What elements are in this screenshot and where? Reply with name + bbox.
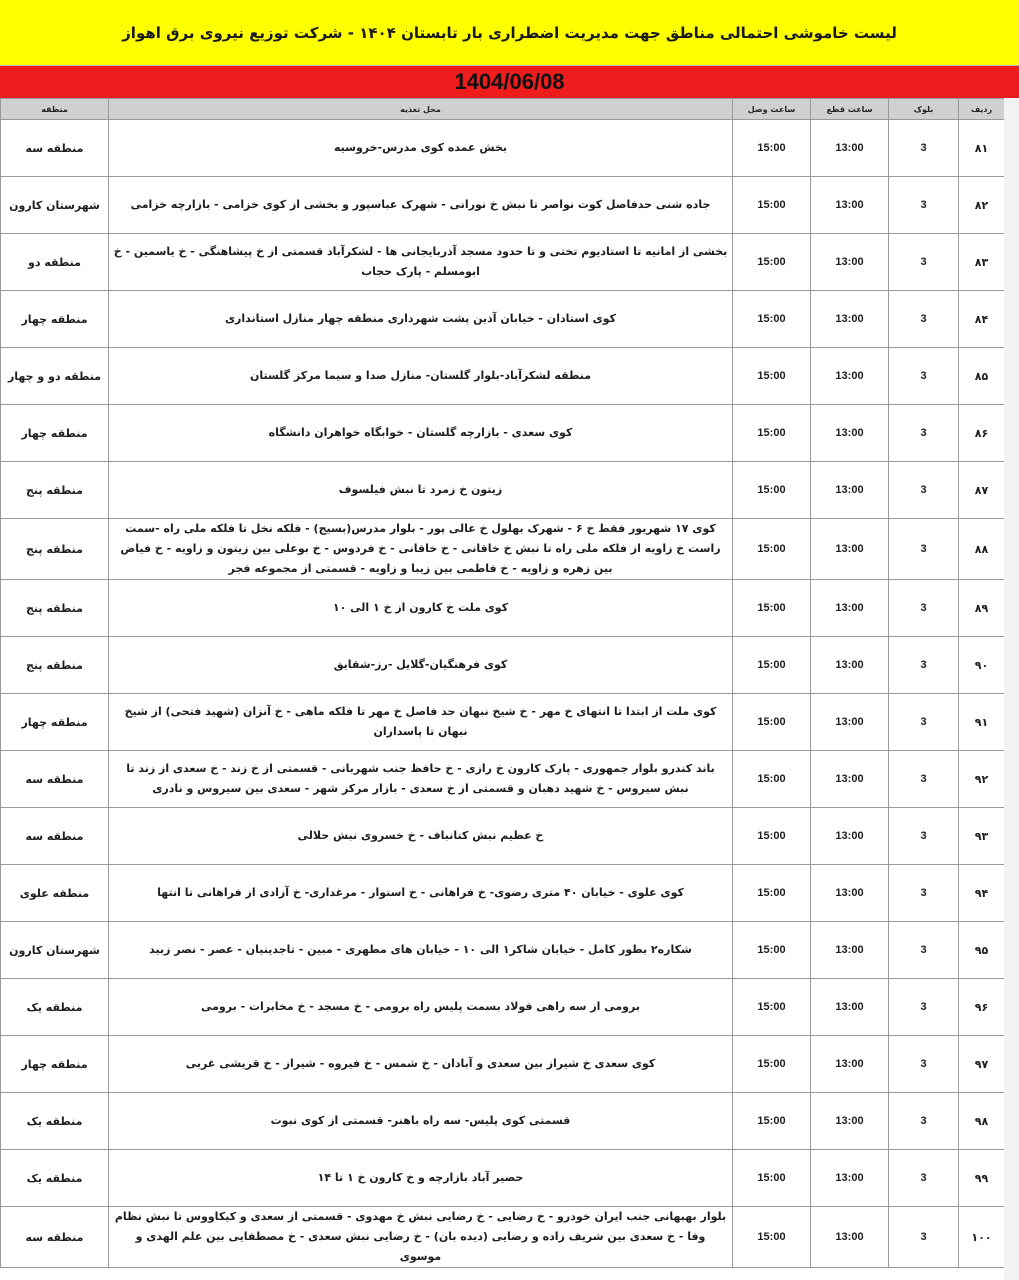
header-cut-time: ساعت قطع (811, 99, 889, 120)
block-cell: 3 (889, 1150, 959, 1207)
row-number-cell: ۸۷ (959, 462, 1005, 519)
region-cell: منطقه دو و چهار (1, 348, 109, 405)
cut-time-cell: 13:00 (811, 177, 889, 234)
table-row (1, 1150, 1005, 1207)
block-cell: 3 (889, 1093, 959, 1150)
location-cell: باند کندرو بلوار جمهوری - پارک کارون خ رازی - خ حافظ جنب شهربانی - قسمتی از خ زند - خ سعدی از زند تا نبش سیروس - خ شهید دهبان و قسمتی از خ سعدی - بازار مرکز شهر - سعدی بین سیروس و نادری (109, 751, 733, 808)
cut-time-cell: 13:00 (811, 120, 889, 177)
cut-time-cell: 13:00 (811, 348, 889, 405)
location-cell: بخشی از امانیه تا استادیوم تختی و تا حدود مسجد آذربایجانی ها - لشکرآباد قسمتی از خ پیشاهنگی - خ یاسمین - خ ابومسلم - پارک حجاب (109, 234, 733, 291)
row-number-cell: ۹۳ (959, 808, 1005, 865)
location-cell: کوی ملت از ابتدا تا انتهای خ مهر - خ شیخ نبهان حد فاصل خ مهر تا فلکه ماهی - خ آنزان (شهید فتحی) از شیخ نبهان تا پاسداران (109, 694, 733, 751)
location-cell: برومی از سه راهی فولاد بسمت پلیس راه برومی - خ مسجد - خ مخابرات - برومی (109, 979, 733, 1036)
table-row (1, 462, 1005, 519)
connect-time-cell: 15:00 (733, 808, 811, 865)
row-number-cell: ۱۰۰ (959, 1207, 1005, 1268)
cut-time-cell: 13:00 (811, 1207, 889, 1268)
connect-time-cell: 15:00 (733, 234, 811, 291)
connect-time-cell: 15:00 (733, 519, 811, 580)
row-number-cell: ۹۱ (959, 694, 1005, 751)
table-row (1, 405, 1005, 462)
region-cell: منطقه چهار (1, 405, 109, 462)
cut-time-cell: 13:00 (811, 694, 889, 751)
cut-time-cell: 13:00 (811, 519, 889, 580)
table-row (1, 348, 1005, 405)
block-cell: 3 (889, 177, 959, 234)
cut-time-cell: 13:00 (811, 1093, 889, 1150)
table-row (1, 519, 1005, 580)
table-header-row (1, 99, 1005, 120)
block-cell: 3 (889, 405, 959, 462)
connect-time-cell: 15:00 (733, 1207, 811, 1268)
row-number-cell: ۹۲ (959, 751, 1005, 808)
connect-time-cell: 15:00 (733, 291, 811, 348)
row-number-cell: ۹۶ (959, 979, 1005, 1036)
location-cell: کوی استادان - خیابان آذین پشت شهرداری منطقه چهار منازل استانداری (109, 291, 733, 348)
block-cell: 3 (889, 808, 959, 865)
connect-time-cell: 15:00 (733, 1150, 811, 1207)
cut-time-cell: 13:00 (811, 922, 889, 979)
location-cell: بخش عمده کوی مدرس-خروسیه (109, 120, 733, 177)
cut-time-cell: 13:00 (811, 1150, 889, 1207)
location-cell: کوی فرهنگیان-گلایل -رز-شقایق (109, 637, 733, 694)
table-row (1, 922, 1005, 979)
table-body (1, 120, 1005, 1268)
location-cell: کوی ملت خ کارون از خ ۱ الی ۱۰ (109, 580, 733, 637)
connect-time-cell: 15:00 (733, 865, 811, 922)
table-row (1, 234, 1005, 291)
row-number-cell: ۸۵ (959, 348, 1005, 405)
block-cell: 3 (889, 865, 959, 922)
block-cell: 3 (889, 120, 959, 177)
row-number-cell: ۹۰ (959, 637, 1005, 694)
location-cell: بلوار بهبهانی جنب ایران خودرو - خ رضایی - خ رضایی نبش خ مهدوی - قسمتی از سعدی و کیکاووس تا نبش نظام وفا - خ سعدی بین شریف زاده و رضایی (دیده بان) - خ رضایی نبش سعدی - خ مصطفایی بین علم الهدی و موسوی (109, 1207, 733, 1268)
cut-time-cell: 13:00 (811, 637, 889, 694)
connect-time-cell: 15:00 (733, 979, 811, 1036)
row-number-cell: ۸۳ (959, 234, 1005, 291)
block-cell: 3 (889, 580, 959, 637)
block-cell: 3 (889, 519, 959, 580)
row-number-cell: ۸۸ (959, 519, 1005, 580)
cut-time-cell: 13:00 (811, 1036, 889, 1093)
cut-time-cell: 13:00 (811, 979, 889, 1036)
block-cell: 3 (889, 234, 959, 291)
region-cell: منطقه یک (1, 1093, 109, 1150)
block-cell: 3 (889, 751, 959, 808)
table-row (1, 1207, 1005, 1268)
location-cell: شکاره۲ بطور کامل - خیابان شاکر۱ الی ۱۰ - خیابان های مطهری - مبین - تاجدینیان - عصر - نصر زبید (109, 922, 733, 979)
table-row (1, 580, 1005, 637)
region-cell: منطقه یک (1, 979, 109, 1036)
location-cell: منطقه لشکرآباد-بلوار گلستان- منازل صدا و سیما مرکز گلستان (109, 348, 733, 405)
row-number-cell: ۸۴ (959, 291, 1005, 348)
cut-time-cell: 13:00 (811, 234, 889, 291)
region-cell: منطقه سه (1, 808, 109, 865)
table-row (1, 177, 1005, 234)
header-row-number: ردیف (959, 99, 1005, 120)
location-cell: خ عظیم نبش کتانباف - خ خسروی نبش حلالی (109, 808, 733, 865)
connect-time-cell: 15:00 (733, 580, 811, 637)
block-cell: 3 (889, 922, 959, 979)
location-cell: حصیر آباد بازارچه و خ کارون خ ۱ تا ۱۴ (109, 1150, 733, 1207)
region-cell: منطقه چهار (1, 694, 109, 751)
connect-time-cell: 15:00 (733, 120, 811, 177)
region-cell: شهرستان کارون (1, 922, 109, 979)
cut-time-cell: 13:00 (811, 291, 889, 348)
block-cell: 3 (889, 348, 959, 405)
block-cell: 3 (889, 979, 959, 1036)
table-row (1, 751, 1005, 808)
cut-time-cell: 13:00 (811, 808, 889, 865)
scrollbar-track[interactable] (1004, 98, 1019, 1280)
region-cell: منطقه چهار (1, 291, 109, 348)
location-cell: کوی سعدی خ شیراز بین سعدی و آبادان - خ شمس - خ فیروه - شیراز - خ قریشی غربی (109, 1036, 733, 1093)
block-cell: 3 (889, 462, 959, 519)
table-row (1, 808, 1005, 865)
table-row (1, 637, 1005, 694)
table-row (1, 1093, 1005, 1150)
region-cell: منطقه پنج (1, 462, 109, 519)
region-cell: منطقه پنج (1, 580, 109, 637)
region-cell: منطقه سه (1, 751, 109, 808)
location-cell: زیتون خ زمرد تا نبش فیلسوف (109, 462, 733, 519)
table-row (1, 291, 1005, 348)
connect-time-cell: 15:00 (733, 751, 811, 808)
region-cell: منطقه پنج (1, 519, 109, 580)
row-number-cell: ۹۸ (959, 1093, 1005, 1150)
region-cell: منطقه سه (1, 120, 109, 177)
header-location: محل تغذیه (109, 99, 733, 120)
location-cell: جاده شنی حدفاصل کوت نواصر تا نبش خ نورانی - شهرک عباسپور و بخشی از کوی خزامی - بازارچه خزامی (109, 177, 733, 234)
region-cell: منطقه یک (1, 1150, 109, 1207)
row-number-cell: ۸۹ (959, 580, 1005, 637)
region-cell: منطقه پنج (1, 637, 109, 694)
connect-time-cell: 15:00 (733, 637, 811, 694)
header-region: منطقه (1, 99, 109, 120)
row-number-cell: ۸۲ (959, 177, 1005, 234)
connect-time-cell: 15:00 (733, 1036, 811, 1093)
row-number-cell: ۹۷ (959, 1036, 1005, 1093)
header-block: بلوک (889, 99, 959, 120)
cut-time-cell: 13:00 (811, 462, 889, 519)
block-cell: 3 (889, 694, 959, 751)
outage-table (0, 98, 1005, 1268)
schedule-date: 1404/06/08 (0, 66, 1019, 98)
location-cell: کوی سعدی - بازارچه گلستان - خوابگاه خواهران دانشگاه (109, 405, 733, 462)
cut-time-cell: 13:00 (811, 751, 889, 808)
row-number-cell: ۹۵ (959, 922, 1005, 979)
location-cell: کوی ۱۷ شهریور فقط خ ۶ - شهرک بهلول خ عالی پور - بلوار مدرس(بسیج) - فلکه نخل تا فلکه ملی راه -سمت راست خ زاویه از فلکه ملی راه تا نبش خ خاقانی - خ خاقانی - خ فردوس - خ بوعلی بین زیتون و زاویه - خ فیاض بین زهره و زاویه - خ فاطمی بین زیبا و زاویه - قسمتی از مجموعه فجر (109, 519, 733, 580)
cut-time-cell: 13:00 (811, 580, 889, 637)
location-cell: کوی علوی - خیابان ۴۰ متری رضوی- خ فراهانی - خ استوار - مرغداری- خ آزادی از فراهانی تا انتها (109, 865, 733, 922)
row-number-cell: ۹۹ (959, 1150, 1005, 1207)
connect-time-cell: 15:00 (733, 694, 811, 751)
row-number-cell: ۸۱ (959, 120, 1005, 177)
block-cell: 3 (889, 1207, 959, 1268)
block-cell: 3 (889, 637, 959, 694)
table-row (1, 865, 1005, 922)
document-title: لیست خاموشی احتمالی مناطق جهت مدیریت اضطراری بار تابستان ۱۴۰۴ - شرکت توزیع نیروی برق اهواز (0, 0, 1019, 66)
connect-time-cell: 15:00 (733, 348, 811, 405)
table-row (1, 1036, 1005, 1093)
table-row (1, 979, 1005, 1036)
region-cell: منطقه سه (1, 1207, 109, 1268)
region-cell: منطقه چهار (1, 1036, 109, 1093)
connect-time-cell: 15:00 (733, 405, 811, 462)
cut-time-cell: 13:00 (811, 405, 889, 462)
connect-time-cell: 15:00 (733, 1093, 811, 1150)
table-row (1, 120, 1005, 177)
connect-time-cell: 15:00 (733, 177, 811, 234)
block-cell: 3 (889, 1036, 959, 1093)
region-cell: منطقه دو (1, 234, 109, 291)
row-number-cell: ۸۶ (959, 405, 1005, 462)
row-number-cell: ۹۴ (959, 865, 1005, 922)
region-cell: منطقه علوی (1, 865, 109, 922)
connect-time-cell: 15:00 (733, 922, 811, 979)
header-connect-time: ساعت وصل (733, 99, 811, 120)
location-cell: قسمتی کوی پلیس- سه راه باهنر- قسمتی از کوی نبوت (109, 1093, 733, 1150)
cut-time-cell: 13:00 (811, 865, 889, 922)
connect-time-cell: 15:00 (733, 462, 811, 519)
block-cell: 3 (889, 291, 959, 348)
table-row (1, 694, 1005, 751)
region-cell: شهرستان کارون (1, 177, 109, 234)
